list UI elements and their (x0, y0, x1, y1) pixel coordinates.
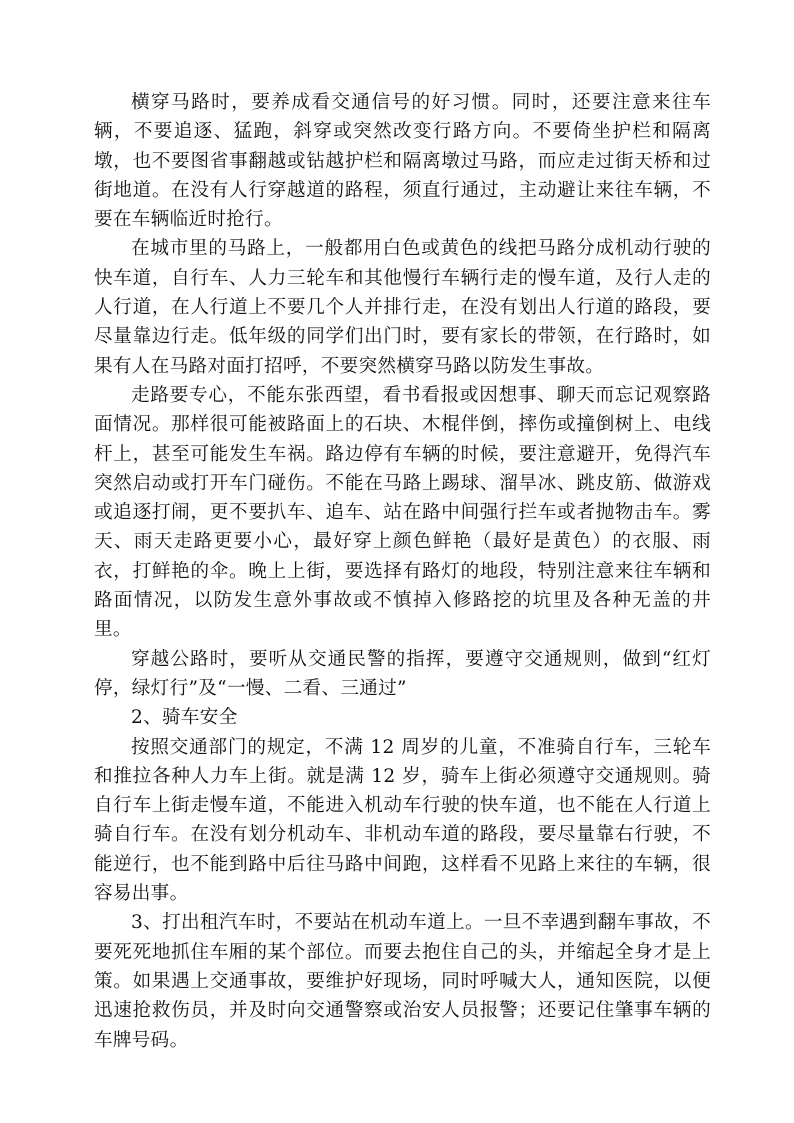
paragraph-crossing-highway: 穿越公路时，要听从交通民警的指挥，要遵守交通规则，做到“红灯停，绿灯行”及“一慢、二看、三通过” (94, 648, 711, 699)
paragraph-crossing-road: 横穿马路时，要养成看交通信号的好习惯。同时，还要注意来往车辆，不要追逐、猛跑，斜穿或突然改变行路方向。不要倚坐护栏和隔离墩，也不要图省事翻越或钻越护栏和隔离墩过马路，而应走过街天桥和过街地道。在没有人行穿越道的路程，须直行通过，主动避让来往车辆，不要在车辆临近时抢行。 (94, 92, 711, 231)
paragraph-walking-attention: 走路要专心，不能东张西望，看书看报或因想事、聊天而忘记观察路面情况。那样很可能被路面上的石块、木棍伴倒，摔伤或撞倒树上、电线杆上，甚至可能发生车祸。路边停有车辆的时候，要注意避开，免得汽车突然启动或打开车门碰伤。不能在马路上踢球、溜旱冰、跳皮筋、做游戏或追逐打闹，更不要扒车、追车、站在路中间强行拦车或者抛物击车。雾天、雨天走路更要小心，最好穿上颜色鲜艳（最好是黄色）的衣服、雨衣，打鲜艳的伞。晚上上街，要选择有路灯的地段，特别注意来往车辆和路面情况，以防发生意外事故或不慎掉入修路挖的坑里及各种无盖的井里。 (94, 384, 711, 641)
paragraph-taxi-safety: 3、打出租汽车时，不要站在机动车道上。一旦不幸遇到翻车事故，不要死死地抓住车厢的某个部位。而要去抱住自己的头，并缩起全身才是上策。如果遇上交通事故，要维护好现场，同时呼喊大人，通知医院，以便迅速抢救伤员，并及时向交通警察或治安人员报警；还要记住肇事车辆的车牌号码。 (94, 912, 711, 1051)
paragraph-city-roads: 在城市里的马路上，一般都用白色或黄色的线把马路分成机动行驶的快车道，自行车、人力三轮车和其他慢行车辆行走的慢车道，及行人走的人行道，在人行道上不要几个人并排行走，在没有划出人行道的路段，要尽量靠边行走。低年级的同学们出门时，要有家长的带领，在行路时，如果有人在马路对面打招呼，不要突然横穿马路以防发生事故。 (94, 238, 711, 377)
paragraph-cycling-rules: 按照交通部门的规定，不满 12 周岁的儿童，不准骑自行车，三轮车和推拉各种人力车上街。就是满 12 岁，骑车上街必须遵守交通规则。骑自行车上街走慢车道，不能进入机动车行驶的快车道，也不能在人行道上骑自行车。在没有划分机动车、非机动车道的路段，要尽量靠右行驶，不能逆行，也不能到路中后往马路中间跑，这样看不见路上来往的车辆，很容易出事。 (94, 736, 711, 905)
section-heading-cycling-safety: 2、骑车安全 (131, 707, 238, 729)
document-body (94, 88, 711, 1055)
